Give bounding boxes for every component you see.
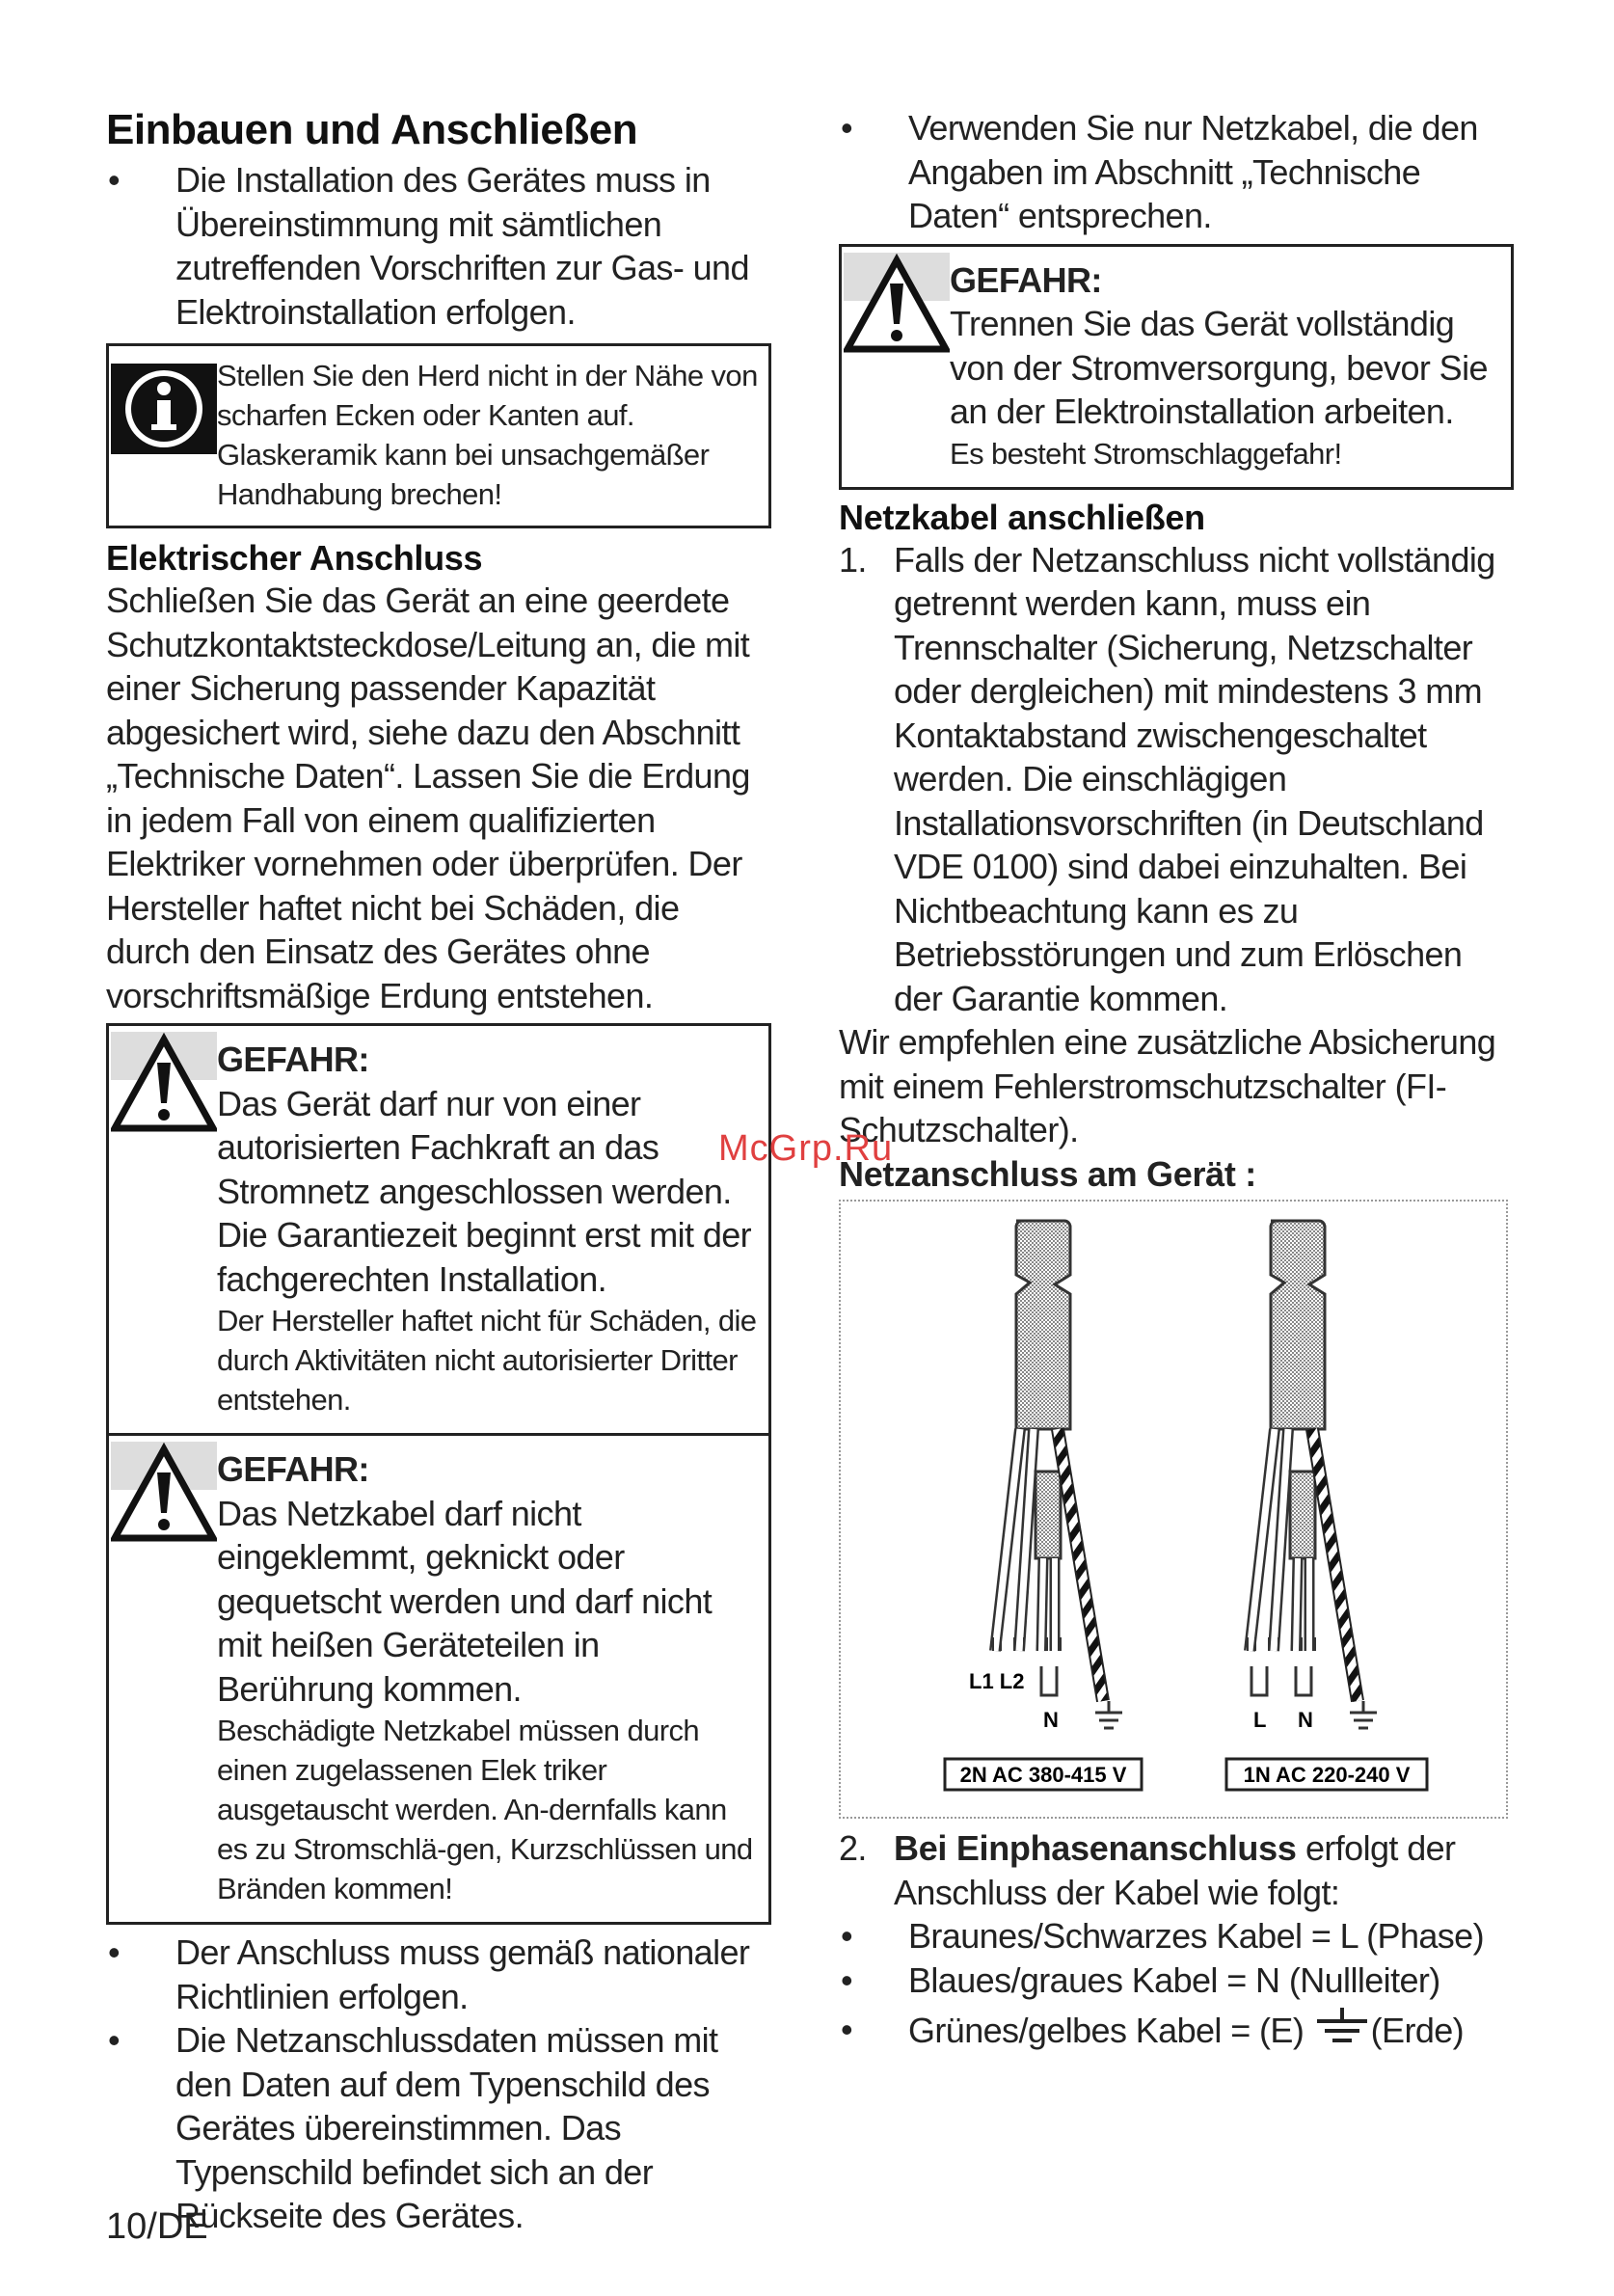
- bullet-dot: •: [841, 1959, 853, 2000]
- info-icon: [111, 352, 217, 454]
- label-n-right: N: [1298, 1708, 1313, 1732]
- wiring-diagram: [839, 1200, 1508, 1819]
- warning-icon: [844, 253, 950, 355]
- bullet-dot: •: [108, 1932, 121, 1972]
- danger-text: Das Netzkabel darf nicht eingeklemmt, geknickt oder gequetscht werden und darf nicht mit heißen Geräteteilen in Berührung kommen.: [217, 1493, 713, 1709]
- left-column: [106, 106, 771, 2238]
- label-1n-ac: 1N AC 220-240 V: [1243, 1763, 1411, 1787]
- step-text: erfolgt der Anschluss der Kabel wie folgt:: [894, 1828, 1456, 1912]
- wire-text-suffix: (Erde): [1370, 2011, 1465, 2050]
- danger-text: Trennen Sie das Gerät vollständig von der Stromversorgung, bevor Sie an der Elektroinstallation arbeiten.: [950, 304, 1488, 431]
- bullet-national: [106, 1931, 771, 2018]
- danger-small-text: Der Hersteller haftet nicht für Schäden, die durch Aktivitäten nicht autorisierter Dritter entstehen.: [217, 1304, 757, 1417]
- danger-heading: GEFAHR:: [217, 1040, 369, 1079]
- danger-heading: GEFAHR:: [217, 1449, 369, 1489]
- label-l1-l2: L1 L2: [969, 1669, 1025, 1693]
- cable-1n: [1226, 1221, 1427, 1790]
- bullet-text: Die Netzanschlussdaten müssen mit den Daten auf dem Typenschild des Gerätes übereinstimmen. Das Typenschild befindet sich an der Rückseite des Gerätes.: [175, 2020, 718, 2235]
- bullet-dot: •: [108, 2020, 121, 2060]
- wire-text: Braunes/Schwarzes Kabel = L (Phase): [908, 1916, 1484, 1956]
- warning-icon: [111, 1032, 217, 1134]
- wire-text: Grünes/gelbes Kabel = (E): [908, 2011, 1313, 2050]
- warning-icon: [111, 1442, 217, 1544]
- danger-heading: GEFAHR:: [950, 259, 1102, 300]
- info-box: [106, 343, 771, 528]
- figure-heading: Netzanschluss am Gerät :: [839, 1153, 1256, 1194]
- page-number: 10/DE: [106, 2206, 208, 2247]
- bullet-dot: •: [841, 2010, 853, 2049]
- danger-box-3: [839, 244, 1514, 490]
- danger-box-2: [106, 1433, 771, 1925]
- info-text: Stellen Sie den Herd nicht in der Nähe von scharfen Ecken oder Kanten auf. Glaskeramik kann bei unsachgemäßer Handhabung brechen!: [217, 359, 758, 511]
- bullet-dot: •: [108, 160, 121, 200]
- recommendation-text: Wir empfehlen eine zusätzliche Absicherung mit einem Fehlerstromschutzschalter (FI-Schutzschalter).: [839, 1022, 1496, 1149]
- bullet-text: Der Anschluss muss gemäß nationaler Richtlinien erfolgen.: [175, 1932, 750, 2016]
- step-bold: Bei Einphasenanschluss: [894, 1828, 1297, 1868]
- step-1: [839, 538, 1514, 1021]
- bullet-dot: •: [841, 1916, 853, 1956]
- step-number: 2.: [839, 1828, 867, 1868]
- bullet-text: Verwenden Sie nur Netzkabel, die den Angaben im Abschnitt „Technische Daten“ entsprechen.: [908, 108, 1478, 235]
- right-column: [839, 106, 1514, 2053]
- bullet-power-cable: [839, 106, 1514, 238]
- wire-phase: [839, 1914, 1514, 1958]
- wire-text: Blaues/graues Kabel = N (Nullleiter): [908, 1959, 1440, 2000]
- wire-neutral: [839, 1958, 1514, 2003]
- danger-box-1: [106, 1023, 771, 1436]
- bullet-dot: •: [841, 108, 853, 148]
- bullet-text: Die Installation des Gerätes muss in Übereinstimmung mit sämtlichen zutreffenden Vorschriften zur Gas- und Elektroinstallation erfolgen.: [175, 160, 749, 332]
- cable-2n: [945, 1221, 1142, 1790]
- bullet-installation: [106, 158, 771, 334]
- ground-icon: [1313, 2008, 1371, 2048]
- section-heading-electric: Elektrischer Anschluss: [106, 538, 483, 578]
- danger-small-text: Beschädigte Netzkabel müssen durch einen zugelassenen Elek triker ausgetauscht werden. An-dernfalls kann es zu Stromschlä-gen, Kurzschlüssen und Bränden kommen!: [217, 1714, 753, 1905]
- step-text: Falls der Netzanschluss nicht vollständig getrennt werden kann, muss ein Trennschalter (Sicherung, Netzschalter oder dergleichen) mit mindestens 3 mm Kontaktabstand zwischengeschaltet werden. Die einschlägigen Installationsvorschriften (in Deutschland VDE 0100) sind dabei einzuhalten. Bei Nichtbeachtung kann es zu Betriebsstörungen und zum Erlöschen der Garantie kommen.: [894, 539, 1495, 1018]
- wiring-svg: [841, 1202, 1506, 1817]
- label-n-left: N: [1043, 1708, 1059, 1732]
- bullet-typeplate: [106, 2018, 771, 2238]
- section-text-electric: Schließen Sie das Gerät an eine geerdete Schutzkontaktsteckdose/Leitung an, die mit einer Sicherung passender Kapazität abgesichert wird, siehe dazu den Abschnitt „Technische Daten“. Lassen Sie die Erdung in jedem Fall von einem qualifizierten Elektriker vornehmen oder überprüfen. Der Hersteller haftet nicht bei Schäden, die durch den Einsatz des Gerätes ohne vorschriftsmäßige Erdung entstehen.: [106, 581, 750, 1015]
- step-number: 1.: [839, 539, 867, 580]
- wire-earth: [839, 2008, 1514, 2053]
- watermark: McGrp.Ru: [718, 1128, 894, 1169]
- danger-text: Das Gerät darf nur von einer autorisierten Fachkraft an das Stromnetz angeschlossen werden. Die Garantiezeit beginnt erst mit der fachgerechten Installation.: [217, 1083, 752, 1299]
- page-title: Einbauen und Anschließen: [106, 106, 638, 153]
- section-heading-cable: Netzkabel anschließen: [839, 497, 1205, 537]
- step-2: [839, 1826, 1514, 1914]
- label-2n-ac: 2N AC 380-415 V: [959, 1763, 1127, 1787]
- label-l-right: L: [1253, 1708, 1267, 1732]
- danger-small-text: Es besteht Stromschlaggefahr!: [950, 436, 1342, 471]
